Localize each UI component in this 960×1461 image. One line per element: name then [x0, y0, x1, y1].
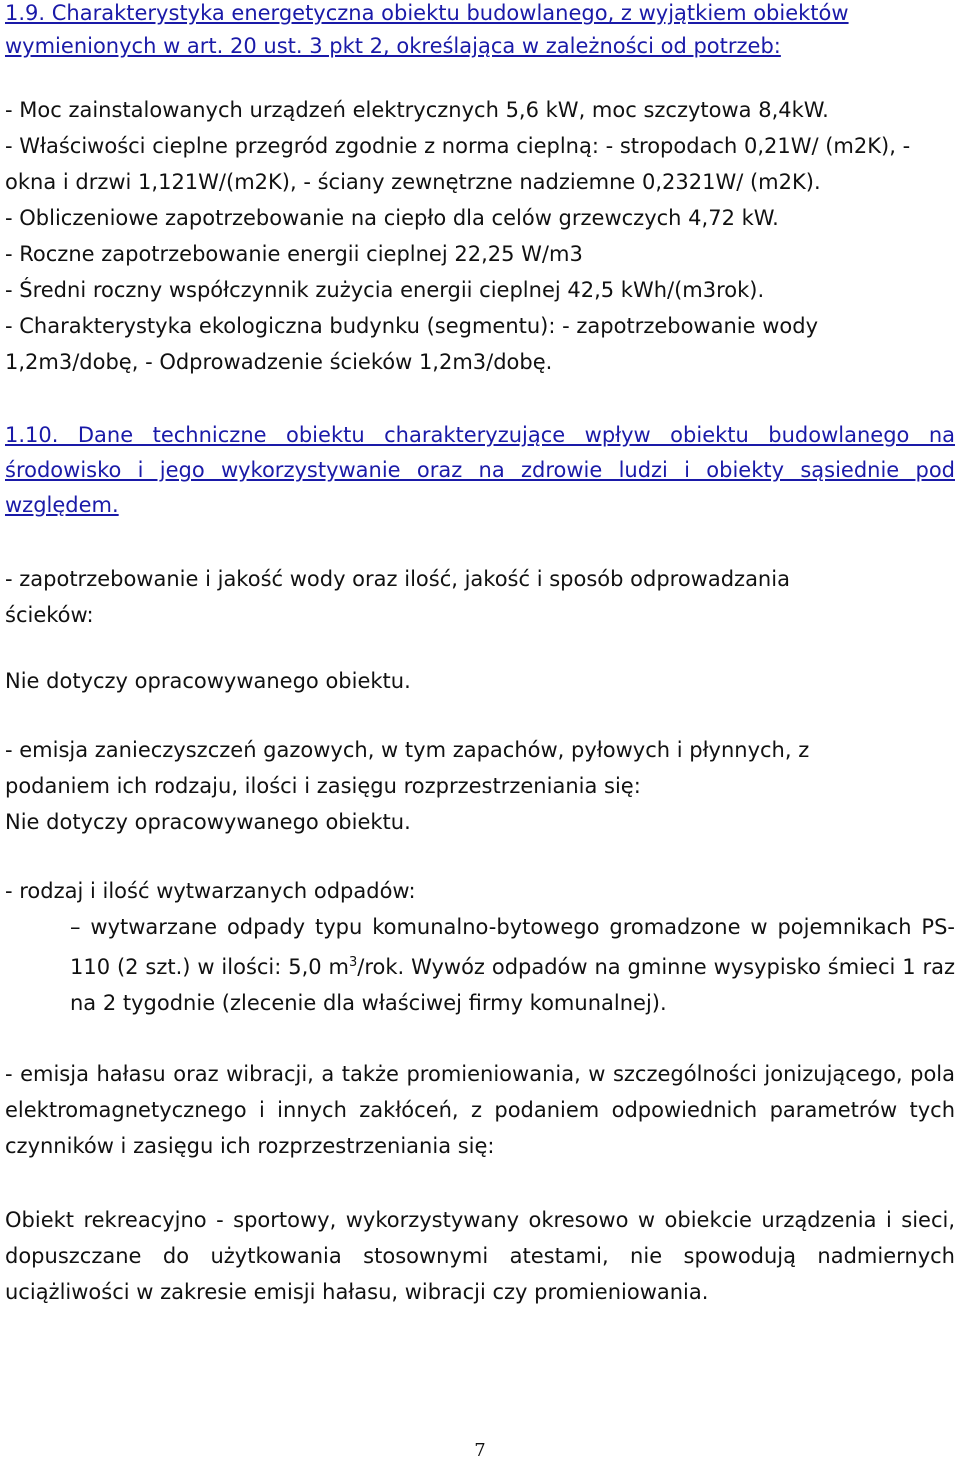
- section-heading-1-10: 1.10. Dane techniczne obiektu charakteryzujące wpływ obiektu budowlanego na środowisko i jego wykorzystywanie oraz na zdrowie ludzi i obiekty sąsiednie pod względem.: [5, 423, 955, 517]
- emission-label: - emisja zanieczyszczeń gazowych, w tym zapachów, pyłowych i płynnych, z podaniem ich rodzaju, ilości i zasięgu rozprzestrzeniania się:: [5, 738, 810, 798]
- document-page: [5, 0, 955, 1310]
- cubic-superscript: 3: [348, 955, 358, 970]
- noise-label: - emisja hałasu oraz wibracji, a także promieniowania, w szczególności jonizującego, pola elektromagnetycznego i innych zakłóceń, z podaniem odpowiednich parametrów tych czynników i zasięgu ich rozprzestrzeniania się:: [5, 1062, 955, 1158]
- thermal-properties-item: - Właściwości cieplne przegród zgodnie z norma cieplną: - stropodach 0,21W/ (m2K), - okna i drzwi 1,121W/(m2K), - ściany zewnętrzne nadziemne 0,2321W/ (m2K).: [5, 134, 911, 194]
- power-item: - Moc zainstalowanych urządzeń elektrycznych 5,6 kW, moc szczytowa 8,4kW.: [5, 98, 829, 122]
- waste-label: - rodzaj i ilość wytwarzanych odpadów:: [5, 879, 416, 903]
- water-label: - zapotrzebowanie i jakość wody oraz ilość, jakość i sposób odprowadzania ścieków:: [5, 567, 790, 627]
- water-answer: Nie dotyczy opracowywanego obiektu.: [5, 669, 411, 693]
- noise-answer: Obiekt rekreacyjno - sportowy, wykorzystywany okresowo w obiekcie urządzenia i sieci, dopuszczane do użytkowania stosownymi atestami, nie spowodują nadmiernych uciążliwości w zakresie emisji hałasu, wibracji czy promieniowania.: [5, 1208, 955, 1304]
- emission-answer: Nie dotyczy opracowywanego obiektu.: [5, 810, 411, 834]
- waste-text-start: – wytwarzane odpady typu komunalno-bytowego gromadzone w pojemnikach PS-110 (2 szt.) w ilości: 5,0 m: [70, 915, 955, 979]
- annual-energy-item: - Roczne zapotrzebowanie energii cieplnej 22,25 W/m3: [5, 242, 583, 266]
- waste-description: [70, 909, 955, 1021]
- waste-text-end: /rok. Wywóz odpadów na gminne wysypisko śmieci 1 raz na 2 tygodnie (zlecenie dla właściwej firmy komunalnej).: [70, 955, 955, 1015]
- heat-demand-item: - Obliczeniowe zapotrzebowanie na ciepło dla celów grzewczych 4,72 kW.: [5, 206, 779, 230]
- page-number: 7: [474, 1440, 486, 1461]
- energy-coefficient-item: - Średni roczny współczynnik zużycia energii cieplnej 42,5 kWh/(m3rok).: [5, 278, 765, 302]
- ecology-item: - Charakterystyka ekologiczna budynku (segmentu): - zapotrzebowanie wody 1,2m3/dobę, - Odprowadzenie ścieków 1,2m3/dobę.: [5, 314, 819, 374]
- section-heading-1-9: 1.9. Charakterystyka energetyczna obiektu budowlanego, z wyjątkiem obiektów wymienionych w art. 20 ust. 3 pkt 2, określająca w zależności od potrzeb:: [5, 1, 849, 58]
